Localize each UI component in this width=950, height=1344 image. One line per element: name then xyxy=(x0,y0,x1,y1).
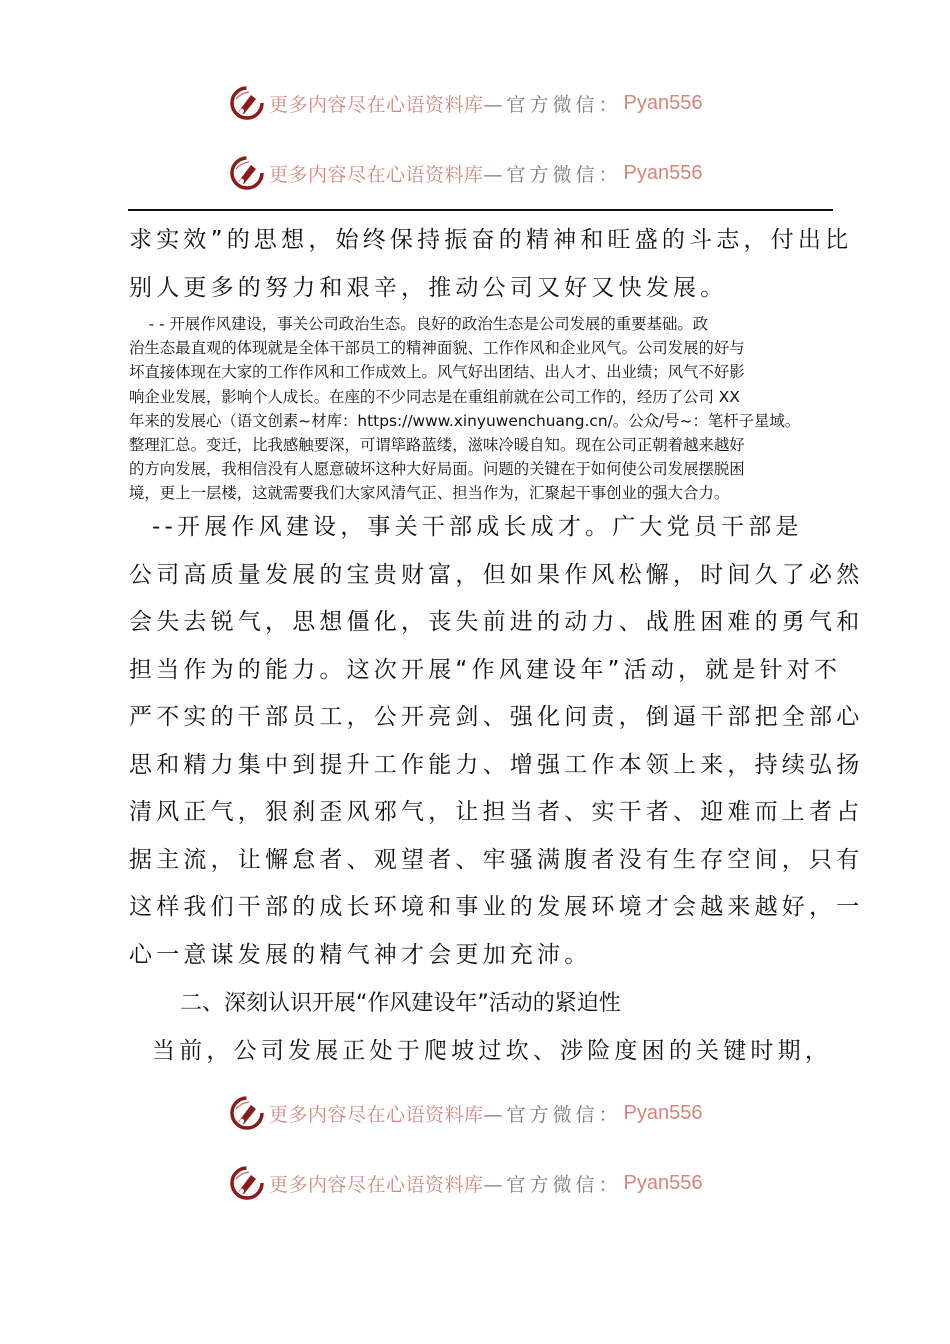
watermark-wechat-id: Pyan556 xyxy=(623,1101,703,1124)
text-line: 响企业发展，影响个人成长。在座的不少同志是在重组前就在公司工作的，经历了公司 XX xyxy=(129,387,740,406)
text-line: 别人更多的努力和艰辛，推动公司又好又快发展。 xyxy=(129,274,728,301)
pen-nib-logo-icon xyxy=(229,85,265,121)
text-line: 会失去锐气，思想僵化，丧失前进的动力、战胜困难的勇气和 xyxy=(129,609,864,635)
text-line: 治生态最直观的体现就是全体干部员工的精神面貌、工作作风和企业风气。公司发展的好与 xyxy=(129,339,745,358)
watermark-text: 更多内容尽在心语资料库 xyxy=(269,1173,484,1196)
text-line: 的方向发展，我相信没有人愿意破坏这种大好局面。问题的关键在于如何使公司发展摆脱困 xyxy=(129,460,745,479)
text-line: 坏直接体现在大家的工作作风和工作成效上。风气好出团结、出人才、出业绩；风气不好影 xyxy=(129,363,745,382)
text-line: 境，更上一层楼，这就需要我们大家风清气正、担当作为，汇聚起干事创业的强大合力。 xyxy=(129,484,730,503)
watermark-wechat-id: Pyan556 xyxy=(623,1171,703,1194)
text-line: 求实效”的思想，始终保持振奋的精神和旺盛的斗志，付出比 xyxy=(129,227,853,253)
text-line: 据主流，让懈怠者、观望者、牢骚满腹者没有生存空间，只有 xyxy=(129,846,864,873)
paragraph-1 xyxy=(129,217,853,312)
watermark-wechat-id: Pyan556 xyxy=(623,161,703,184)
paragraph-2 xyxy=(129,312,839,506)
text-line: --开展作风建设，事关干部成长成才。广大党员干部是 xyxy=(129,514,803,540)
pen-nib-logo-icon xyxy=(229,155,265,191)
watermark-wechat-id: Pyan556 xyxy=(623,91,703,114)
header-divider xyxy=(128,209,833,211)
watermark-banner xyxy=(229,153,703,193)
text-line: 心一意谋发展的精气神才会更加充沛。 xyxy=(129,941,592,968)
text-line: 这样我们干部的成长环境和事业的发展环境才会越来越好，一 xyxy=(129,894,864,920)
watermark-text: 更多内容尽在心语资料库 xyxy=(269,1103,484,1126)
text-line: 整理汇总。变迁，比我感触要深，可谓筚路蓝缕，滋味冷暖自知。现在公司正朝着越来越好 xyxy=(129,436,745,455)
watermark-wechat-label: —官方微信： xyxy=(483,93,622,116)
watermark-wechat-label: —官方微信： xyxy=(483,163,622,186)
text-line: - - 开展作风建设，事关公司政治生态。良好的政治生态是公司发展的重要基础。政 xyxy=(129,315,709,333)
text-line: 担当作为的能力。这次开展“作风建设年”活动，就是针对不 xyxy=(129,656,842,683)
watermark-text: 更多内容尽在心语资料库 xyxy=(269,163,484,186)
section-heading: 二、深刻认识开展“作风建设年”活动的紧迫性 xyxy=(180,991,621,1016)
text-line: 思和精力集中到提升工作能力、增强工作本领上来，持续弘扬 xyxy=(129,751,864,778)
watermark-text: 更多内容尽在心语资料库 xyxy=(269,93,484,116)
watermark-wechat-label: —官方微信： xyxy=(483,1173,622,1196)
watermark-banner xyxy=(229,1163,703,1203)
paragraph-3 xyxy=(129,504,864,979)
watermark-banner xyxy=(229,1093,703,1133)
watermark-banner xyxy=(229,83,703,123)
watermark-wechat-label: —官方微信： xyxy=(483,1103,622,1126)
pen-nib-logo-icon xyxy=(229,1165,265,1201)
pen-nib-logo-icon xyxy=(229,1095,265,1131)
text-line: 公司高质量发展的宝贵财富，但如果作风松懈，时间久了必然 xyxy=(129,561,864,588)
text-line: 严不实的干部员工，公开亮剑、强化问责，倒逼干部把全部心 xyxy=(129,704,864,730)
text-line: 清风正气，狠刹歪风邪气，让担当者、实干者、迎难而上者占 xyxy=(129,799,864,825)
paragraph-4 xyxy=(129,1028,834,1076)
text-line: 当前，公司发展正处于爬坡过坎、涉险度困的关键时期， xyxy=(129,1038,833,1064)
text-line: 年来的发展心（语文创素~材库：https://www.xinyuwenchuang.cn/。公众/号~：笔杆子星域。 xyxy=(129,411,801,430)
